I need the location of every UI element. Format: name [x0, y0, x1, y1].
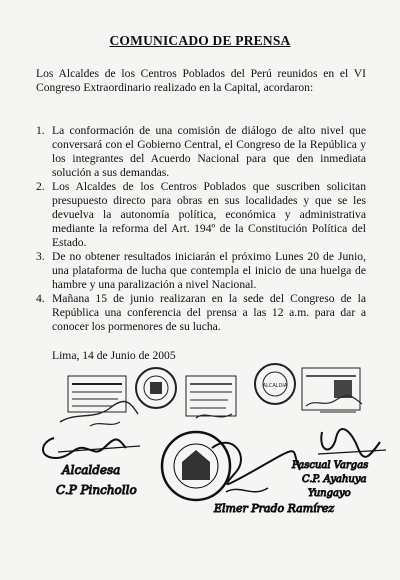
svg-text:ALCALDIA: ALCALDIA: [262, 383, 288, 389]
list-item: [36, 250, 366, 292]
svg-text:C.P Pinchollo: C.P Pinchollo: [56, 483, 137, 497]
svg-text:Pascual Vargas: Pascual Vargas: [292, 460, 369, 471]
svg-text:Yungayo: Yungayo: [308, 488, 351, 499]
stamp-round-2: [255, 364, 295, 404]
item-text: De no obtener resultados iniciarán el próximo Lunes 20 de Junio, una plataforma de lucha que contempla el inicio de una huelga de hambre y una paralización a nivel Nacional.: [52, 250, 366, 291]
signatures-stamps-artwork: [0, 362, 400, 580]
item-text: La conformación de una comisión de diálogo de alto nivel que conversará con el Gobierno Central, el Congreso de la República y los integrantes del Acuerdo Nacional para que den inmediata solución a sus demandas.: [52, 124, 366, 179]
item-number: 1.: [36, 124, 45, 137]
svg-text:C.P. Ayahuya: C.P. Ayahuya: [302, 474, 367, 485]
signature-right: [291, 429, 386, 499]
stamp-rect-1: [60, 376, 138, 426]
list-item: [36, 124, 366, 180]
document-title: COMUNICADO DE PRENSA: [109, 33, 291, 48]
item-number: 4.: [36, 292, 45, 305]
signature-left: [43, 438, 140, 497]
stamp-rect-3: [302, 368, 362, 412]
signatures-and-stamps: [0, 362, 400, 580]
item-number: 3.: [36, 250, 45, 263]
list-item: [36, 292, 366, 334]
intro-paragraph: Los Alcaldes de los Centros Poblados del Perú reunidos en el VI Congreso Extraordinario realizado en la Capital, acordaron:: [36, 67, 366, 94]
item-number: 2.: [36, 180, 45, 193]
item-text: Mañana 15 de junio realizaran en la sede del Congreso de la República una conferencia del prensa a las 12 a.m. para dar a conocer los pormenores de su lucha.: [52, 292, 366, 333]
svg-text:Elmer Prado Ramírez: Elmer Prado Ramírez: [214, 502, 335, 515]
stamp-round-1: [136, 368, 176, 408]
date-line: Lima, 14 de Junio de 2005: [52, 349, 176, 362]
stamp-round-center: [162, 432, 230, 500]
stamp-rect-2: [186, 376, 236, 418]
item-text: Los Alcaldes de los Centros Poblados que suscriben solicitan presupuesto directo para obras en sus localidades y que se les devuelva la autonomía política, económica y administrativa mediante la reforma del Art. 194º de la Constitución Política del Estado.: [52, 180, 366, 249]
agreements-list: [36, 124, 366, 334]
svg-text:Alcaldesa: Alcaldesa: [62, 463, 121, 477]
list-item: [36, 180, 366, 250]
